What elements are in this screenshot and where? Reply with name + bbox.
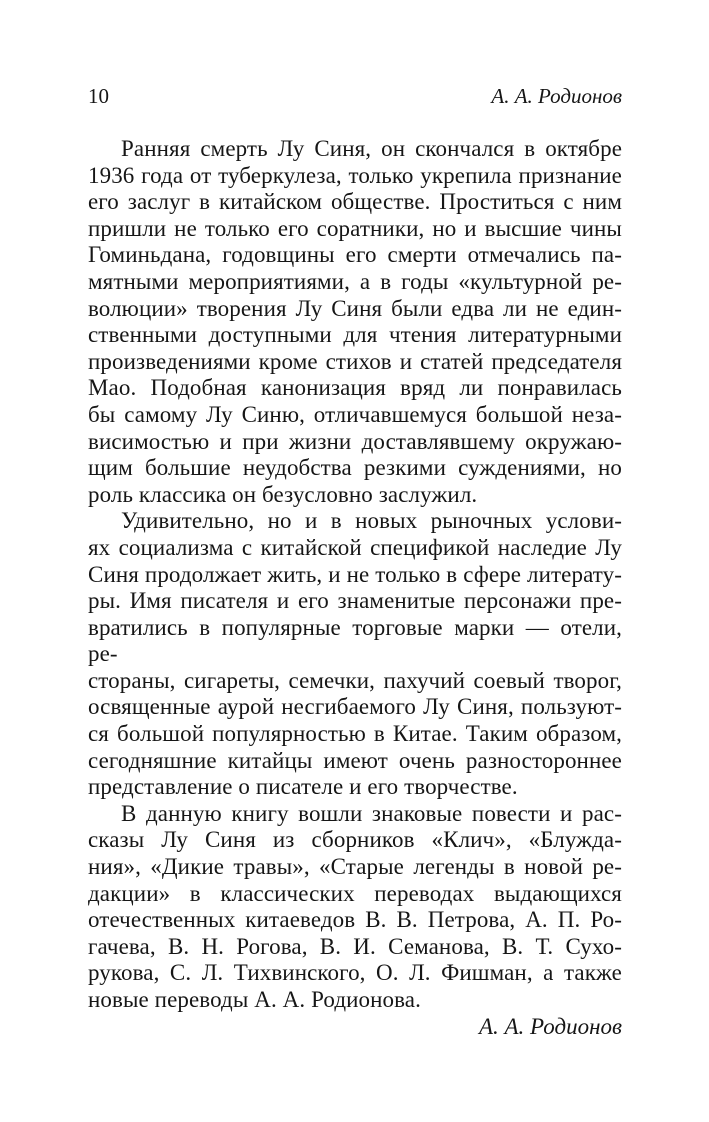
text-line: новые переводы А. А. Родионова. xyxy=(88,987,421,1012)
text-line: представление о писателе и его творчестве. xyxy=(88,774,518,800)
text-line: ях социализма с китайской спецификой наследие Лу xyxy=(88,534,622,560)
body-text xyxy=(88,136,622,1014)
text-line: ственными доступными для чтения литературными xyxy=(88,322,622,348)
text-line: бы самому Лу Синю, отличавшемуся большой неза- xyxy=(88,401,622,427)
author-signature: А. А. Родионов xyxy=(478,1013,622,1039)
paragraph xyxy=(88,136,622,508)
text-line: стораны, сигареты, семечки, пахучий соевый творог, xyxy=(88,667,622,693)
text-line: ся большой популярностью в Китае. Таким образом, xyxy=(88,721,622,747)
text-line: отечественных китаеведов В. В. Петрова, А. П. Ро- xyxy=(88,907,622,933)
text-line: волюции» творения Лу Синя были едва ли не един- xyxy=(88,295,622,321)
text-line: висимостью и при жизни доставлявшему окружаю- xyxy=(88,428,622,454)
text-line: Мао. Подобная канонизация вряд ли понравилась xyxy=(88,375,622,401)
text-line: произведениями кроме стихов и статей председателя xyxy=(88,348,622,374)
text-block xyxy=(88,84,622,1040)
text-line: Синя продолжает жить, и не только в сфере литерату- xyxy=(88,561,622,587)
text-line: освященные аурой несгибаемого Лу Синя, пользуют- xyxy=(88,694,622,720)
text-line: его заслуг в китайском обществе. Проститься с ним xyxy=(88,189,622,215)
text-line: ры. Имя писателя и его знаменитые персонажи пре- xyxy=(88,588,622,614)
text-line: мятными мероприятиями, а в годы «культурной ре- xyxy=(88,268,622,294)
page-number: 10 xyxy=(88,84,109,108)
text-line: рукова, С. Л. Тихвинского, О. Л. Фишман, а также xyxy=(88,960,622,986)
text-line: пришли не только его соратники, но и высшие чины xyxy=(88,215,622,241)
text-line: Гоминьдана, годовщины его смерти отмечались па- xyxy=(88,242,622,268)
text-line: дакции» в классических переводах выдающихся xyxy=(88,880,622,906)
paragraph xyxy=(88,508,622,801)
running-head xyxy=(88,84,622,108)
text-line: роль классика он безусловно заслужил. xyxy=(88,481,478,507)
text-line: вратились в популярные торговые марки — отели, ре- xyxy=(88,614,622,667)
paragraph xyxy=(88,801,622,1014)
text-line: Удивительно, но и в новых рыночных услови- xyxy=(121,508,622,534)
text-line: В данную книгу вошли знаковые повести и рас- xyxy=(121,800,622,826)
text-line: сегодняшние китайцы имеют очень разностороннее xyxy=(88,747,622,773)
text-line: щим большие неудобства резкими суждениями, но xyxy=(88,455,622,481)
text-line: ния», «Дикие травы», «Старые легенды в новой ре- xyxy=(88,854,622,880)
text-line: сказы Лу Синя из сборников «Клич», «Блужда- xyxy=(88,827,622,853)
text-line: Ранняя смерть Лу Синя, он скончался в октябре xyxy=(121,136,622,161)
text-line: 1936 года от туберкулеза, только укрепила признание xyxy=(88,162,622,188)
text-line: гачева, В. Н. Рогова, В. И. Семанова, В. Т. Сухо- xyxy=(88,933,622,959)
running-title: А. А. Родионов xyxy=(491,84,622,108)
